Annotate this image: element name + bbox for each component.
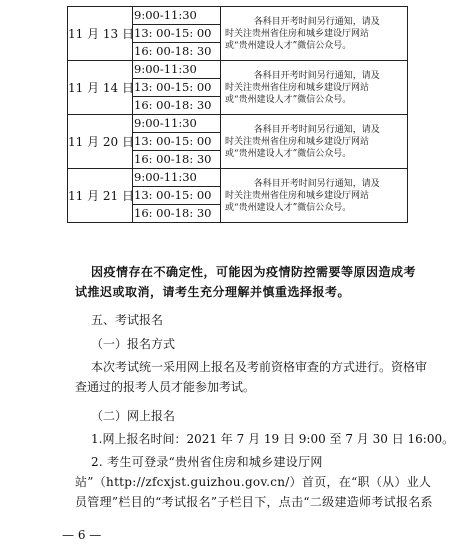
schedule-date: 11 月 14 日 xyxy=(68,61,133,115)
schedule-row xyxy=(68,7,408,25)
subheading-registration-method: （一）报名方式 xyxy=(91,337,176,351)
schedule-time: 9:00-11:30 xyxy=(133,7,221,25)
schedule-time: 9:00-11:30 xyxy=(133,115,221,133)
exam-schedule-table xyxy=(67,6,408,223)
login-instructions-text: 2. 考生可登录“贵州省住房和城乡建设厅网站”（http://zfcxjst.guizhou.gov.cn/）首页，在“职（从）业人员管理”栏目的“考试报名”子栏目下，点击“二级建造师考试报名系 xyxy=(75,455,433,509)
schedule-date: 11 月 21 日 xyxy=(68,169,133,223)
schedule-time: 16: 00-18: 30 xyxy=(133,97,221,115)
registration-time-text: 1.网上报名时间：2021 年 7 月 19 日 9:00 至 7 月 30 日 16:00。 xyxy=(91,432,455,446)
schedule-time: 16: 00-18: 30 xyxy=(133,205,221,223)
schedule-note-line: 各科目开考时间另行通知，请及 xyxy=(253,125,380,135)
schedule-note-line: 或“贵州建设人才”微信公众号。 xyxy=(225,203,352,213)
schedule-time: 9:00-11:30 xyxy=(133,61,221,79)
subheading-online-registration: （二）网上报名 xyxy=(91,409,176,423)
schedule-note-line: 时关注贵州省住房和城乡建设厅网站 xyxy=(225,191,370,201)
schedule-note-line: 各科目开考时间另行通知，请及 xyxy=(253,71,380,81)
warning-line-2: 试推迟或取消，请考生充分理解并慎重选择报考。 xyxy=(75,285,351,299)
page-number: — 6 — xyxy=(62,528,102,542)
schedule-time: 13: 00-15: 00 xyxy=(133,187,221,205)
schedule-time: 13: 00-15: 00 xyxy=(133,25,221,43)
warning-paragraph xyxy=(75,262,433,302)
schedule-note-line: 各科目开考时间另行通知，请及 xyxy=(253,179,380,189)
schedule-note-line: 或“贵州建设人才”微信公众号。 xyxy=(225,41,352,51)
schedule-date: 11 月 20 日 xyxy=(68,115,133,169)
schedule-row xyxy=(68,61,408,79)
schedule-note-line: 时关注贵州省住房和城乡建设厅网站 xyxy=(225,83,370,93)
schedule-time: 16: 00-18: 30 xyxy=(133,151,221,169)
schedule-note-line: 或“贵州建设人才”微信公众号。 xyxy=(225,95,352,105)
schedule-time: 9:00-11:30 xyxy=(133,169,221,187)
schedule-note-line: 各科目开考时间另行通知，请及 xyxy=(253,17,380,27)
schedule-row xyxy=(68,115,408,133)
schedule-note xyxy=(221,7,408,61)
schedule-date: 11 月 13 日 xyxy=(68,7,133,61)
schedule-note-line: 时关注贵州省住房和城乡建设厅网站 xyxy=(225,137,370,147)
schedule-time: 13: 00-15: 00 xyxy=(133,79,221,97)
schedule-note-line: 时关注贵州省住房和城乡建设厅网站 xyxy=(225,29,370,39)
section-heading-registration: 五、考试报名 xyxy=(91,313,164,327)
schedule-time: 16: 00-18: 30 xyxy=(133,43,221,61)
warning-line-1: 因疫情存在不确定性，可能因为疫情防控需要等原因造成考 xyxy=(91,265,417,279)
schedule-note xyxy=(221,169,408,223)
registration-method-text: 本次考试统一采用网上报名及考前资格审查的方式进行。资格审查通过的报考人员才能参加考试。 xyxy=(75,360,428,394)
schedule-note-line: 或“贵州建设人才”微信公众号。 xyxy=(225,149,352,159)
schedule-note xyxy=(221,61,408,115)
schedule-row xyxy=(68,169,408,187)
schedule-time: 13: 00-15: 00 xyxy=(133,133,221,151)
schedule-note xyxy=(221,115,408,169)
